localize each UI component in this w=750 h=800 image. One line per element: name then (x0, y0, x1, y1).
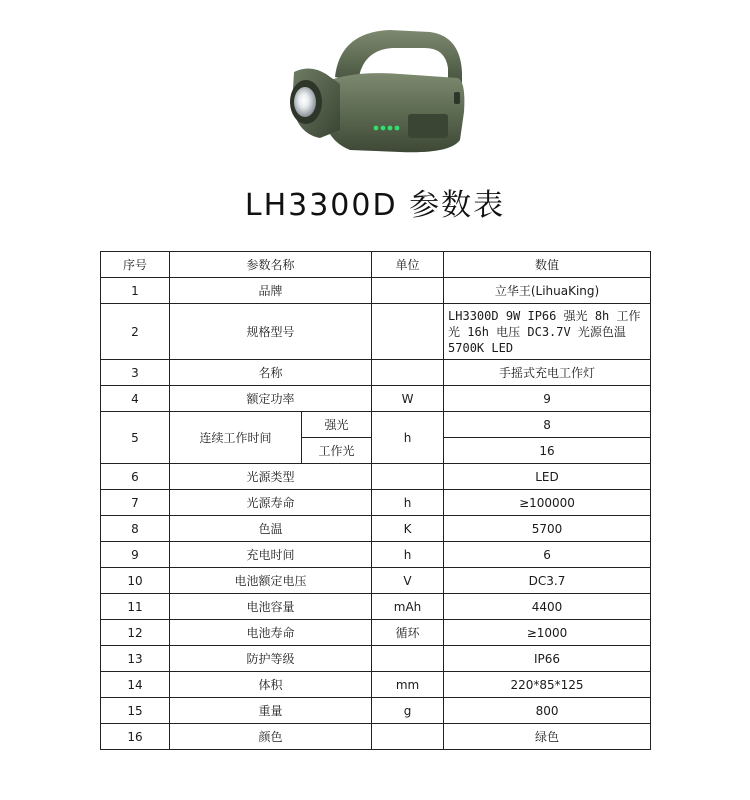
row-number: 2 (101, 304, 170, 360)
table-row (101, 360, 651, 386)
row-number: 14 (101, 672, 170, 698)
value-cell: LED (444, 464, 651, 490)
value-cell: 9 (444, 386, 651, 412)
value-cell: IP66 (444, 646, 651, 672)
param-name: 连续工作时间 (170, 412, 302, 464)
row-number: 5 (101, 412, 170, 464)
row-number: 13 (101, 646, 170, 672)
param-name: 色温 (170, 516, 372, 542)
param-name: 品牌 (170, 278, 372, 304)
unit-cell (372, 304, 444, 360)
param-name: 电池额定电压 (170, 568, 372, 594)
table-row (101, 464, 651, 490)
page-title: LH3300D 参数表 (244, 188, 506, 223)
table-row (101, 724, 651, 750)
row-number: 10 (101, 568, 170, 594)
row-number: 1 (101, 278, 170, 304)
value-cell: 16 (444, 438, 651, 464)
table-row (101, 304, 651, 360)
table-row (101, 516, 651, 542)
table-row (101, 278, 651, 304)
unit-cell: h (372, 412, 444, 464)
value-cell: 5700 (444, 516, 651, 542)
row-number: 9 (101, 542, 170, 568)
table-row (101, 490, 651, 516)
product-photo (280, 22, 470, 162)
param-name: 规格型号 (170, 304, 372, 360)
table-row (101, 594, 651, 620)
row-number: 4 (101, 386, 170, 412)
row-number: 8 (101, 516, 170, 542)
header-cell: 序号 (101, 252, 170, 278)
row-number: 15 (101, 698, 170, 724)
table-row (101, 412, 651, 438)
value-cell: DC3.7 (444, 568, 651, 594)
unit-cell: mAh (372, 594, 444, 620)
param-name: 光源寿命 (170, 490, 372, 516)
param-name: 电池容量 (170, 594, 372, 620)
header-cell: 数值 (444, 252, 651, 278)
param-name: 额定功率 (170, 386, 372, 412)
unit-cell (372, 724, 444, 750)
header-cell: 参数名称 (170, 252, 372, 278)
value-cell: ≥100000 (444, 490, 651, 516)
value-cell: 手摇式充电工作灯 (444, 360, 651, 386)
param-name: 颜色 (170, 724, 372, 750)
table-row (101, 698, 651, 724)
sub-param-name: 工作光 (302, 438, 372, 464)
param-name: 防护等级 (170, 646, 372, 672)
header-row (101, 252, 651, 278)
row-number: 16 (101, 724, 170, 750)
unit-cell: g (372, 698, 444, 724)
unit-cell (372, 464, 444, 490)
table-row (101, 620, 651, 646)
param-name: 充电时间 (170, 542, 372, 568)
unit-cell: W (372, 386, 444, 412)
param-name: 光源类型 (170, 464, 372, 490)
row-number: 6 (101, 464, 170, 490)
unit-cell (372, 360, 444, 386)
unit-cell (372, 646, 444, 672)
unit-cell: 循环 (372, 620, 444, 646)
value-cell: 立华王(LihuaKing) (444, 278, 651, 304)
row-number: 3 (101, 360, 170, 386)
value-cell: ≥1000 (444, 620, 651, 646)
sub-param-name: 强光 (302, 412, 372, 438)
header-cell: 单位 (372, 252, 444, 278)
param-name: 名称 (170, 360, 372, 386)
spec-table (100, 251, 651, 750)
table-row (101, 542, 651, 568)
unit-cell: K (372, 516, 444, 542)
param-name: 重量 (170, 698, 372, 724)
value-cell: LH3300D 9W IP66 强光 8h 工作光 16h 电压 DC3.7V 光源色温 5700K LED (444, 304, 651, 360)
unit-cell: V (372, 568, 444, 594)
row-number: 12 (101, 620, 170, 646)
value-cell: 绿色 (444, 724, 651, 750)
value-cell: 6 (444, 542, 651, 568)
row-number: 7 (101, 490, 170, 516)
row-number: 11 (101, 594, 170, 620)
value-cell: 220*85*125 (444, 672, 651, 698)
unit-cell: h (372, 490, 444, 516)
unit-cell: mm (372, 672, 444, 698)
unit-cell: h (372, 542, 444, 568)
value-cell: 800 (444, 698, 651, 724)
value-cell: 8 (444, 412, 651, 438)
param-name: 电池寿命 (170, 620, 372, 646)
unit-cell (372, 278, 444, 304)
table-row (101, 672, 651, 698)
value-cell: 4400 (444, 594, 651, 620)
param-name: 体积 (170, 672, 372, 698)
table-row (101, 386, 651, 412)
table-row (101, 568, 651, 594)
table-row (101, 646, 651, 672)
